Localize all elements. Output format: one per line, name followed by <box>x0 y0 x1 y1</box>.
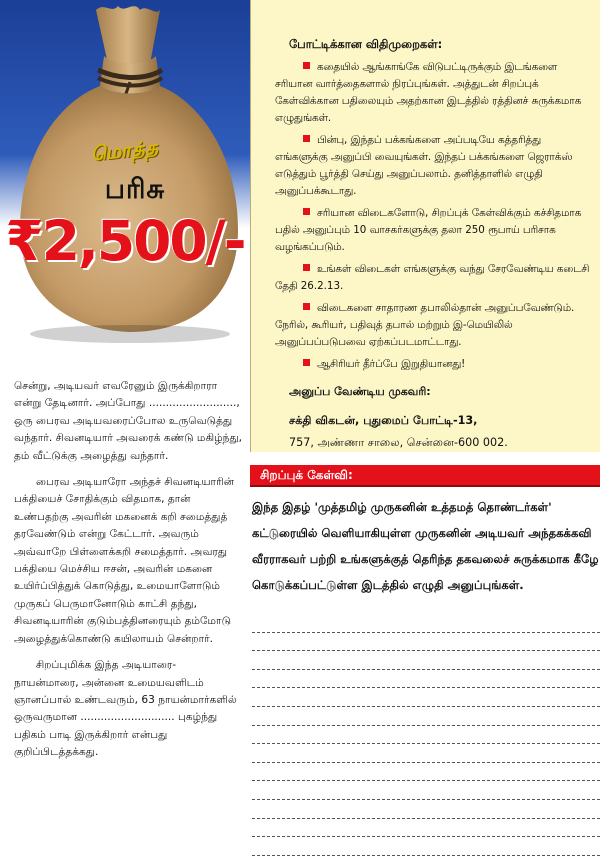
rule-item: கதையில் ஆங்காங்கே விடுபட்டிருக்கும் இடங்களை சரியான வார்த்தைகளால் நிரப்புங்கள். அத்துடன் சிறப்புக் கேள்விக்கான பதிலையும் அதற்கான இடத்தில் ரத்தினச் சுருக்கமாக எழுதுங்கள். <box>275 61 582 124</box>
rule-item: ஆசிரியர் தீர்ப்பே இறுதியானது! <box>275 356 590 373</box>
answer-line[interactable] <box>252 819 600 838</box>
address-line-1: சக்தி விகடன், புதுமைப் போட்டி-13, <box>289 414 478 427</box>
answer-line[interactable] <box>252 633 600 652</box>
rules-box <box>250 0 600 452</box>
story-column <box>14 378 244 771</box>
answer-line[interactable] <box>252 651 600 670</box>
answer-line[interactable] <box>252 781 600 800</box>
bullet-square-icon <box>303 264 310 271</box>
answer-line[interactable] <box>252 837 600 856</box>
special-question-text: இந்த இதழ் 'முத்தமிழ் முருகனின் உத்தமத் தொண்டர்கள்' கட்டுரையில் வெளியாகியுள்ள முருகனின் அடியவர் அந்தகக்கவி வீரராகவர் பற்றி உங்களுக்குத் தெரிந்த தகவலைச் சுருக்கமாக கீழே கொடுக்கப்பட்டுள்ள இடத்தில் எழுதி அனுப்புங்கள். <box>252 500 599 592</box>
answer-line[interactable] <box>252 726 600 745</box>
bullet-square-icon <box>303 62 310 69</box>
answer-line[interactable] <box>252 707 600 726</box>
answer-area[interactable] <box>250 614 600 856</box>
bullet-square-icon <box>303 135 310 142</box>
story-paragraph: சென்று, அடியவர் எவரேனும் இருக்கிறாரா என்று தேடினார். அப்போது .........................., ஒரு பைரவ அடியவரைப்போல உருவெடுத்து வந்தார். சிவனடியார் அவரைக் கண்டு மகிழ்ந்து, தம் வீட்டுக்கு அழைத்து வந்தார். <box>14 380 243 462</box>
answer-line[interactable] <box>252 670 600 689</box>
answer-line[interactable] <box>252 744 600 763</box>
special-question-title: சிறப்புக் கேள்வி: <box>260 468 353 482</box>
rule-item: விடைகளை சாதாரண தபாலில்தான் அனுப்பவேண்டும். நேரில், கூரியர், பதிவுத் தபால் மற்றும் இ-மெயிலில் அனுப்பப்படுபவை ஏற்கப்படமாட்டாது. <box>275 302 575 348</box>
rule-item: சரியான விடைகளோடு, சிறப்புக் கேள்விக்கும் கச்சிதமாக பதில் அனுப்பும் 10 வாசகர்களுக்கு தலா 250 ரூபாய் பரிசாக வழங்கப்படும். <box>275 207 582 253</box>
special-question-bar <box>250 465 600 487</box>
story-paragraph: சிறப்புமிக்க இந்த அடியாரை- நாயன்மாரை, அன்னை உமையவளிடம் ஞானப்பால் உண்டவரும், 63 நாயன்மார்களில் ஒருவருமான ............................ புகழ்ந்து பதிகம் பாடி இருக்கிறார் என்பது குறிப்பிடத்தக்கது. <box>14 659 237 759</box>
answer-line[interactable] <box>252 614 600 633</box>
answer-line[interactable] <box>252 763 600 782</box>
prize-total-label: மொத்த <box>89 136 160 166</box>
rule-item: உங்கள் விடைகள் எங்களுக்கு வந்து சேரவேண்டிய கடைசி தேதி 26.2.13. <box>275 263 590 292</box>
rules-heading: போட்டிக்கான விதிமுறைகள்: <box>289 37 443 51</box>
rule-item: பின்பு, இந்தப் பக்கங்களை அப்படியே கத்தரித்து எங்களுக்கு அனுப்பி வையுங்கள். இந்தப் பக்கங்களை ஜெராக்ஸ் எடுத்தும் பூர்த்தி செய்து அனுப்பலாம். தனித்தாளில் எழுதி அனுப்பக்கூடாது. <box>275 134 573 197</box>
prize-panel <box>0 0 250 368</box>
bullet-square-icon <box>303 208 310 215</box>
address-line-2: 757, அண்ணா சாலை, சென்னை-600 002. <box>289 436 508 449</box>
prize-label: பரிசு <box>104 174 166 205</box>
prize-amount: ₹2,500/- <box>5 209 245 273</box>
answer-line[interactable] <box>252 688 600 707</box>
answer-line[interactable] <box>252 800 600 819</box>
story-paragraph: பைரவ அடியாரோ அந்தச் சிவனடியாரின் பக்தியைச் சோதிக்கும் விதமாக, தான் உண்பதற்கு அவரின் மகனைக் கறி சமைத்துத் தரவேண்டும் என்று கேட்டார். அவரும் அவ்வாறே பிள்ளைக்கறி சமைத்தார். அவரது பக்தியை மெச்சிய ஈசன், அவரின் மகனை உயிர்ப்பித்துக் கொடுத்து, உமையாளோடும் முருகப் பெருமானோடும் காட்சி தந்து, சிவனடியாரின் குடும்பத்தினரையும் தம்மோடு அழைத்துக்கொண்டு கயிலாயம் சென்றார். <box>14 476 234 645</box>
address-heading: அனுப்ப வேண்டிய முகவரி: <box>289 385 431 398</box>
bullet-square-icon <box>303 303 310 310</box>
bullet-square-icon <box>303 359 310 366</box>
